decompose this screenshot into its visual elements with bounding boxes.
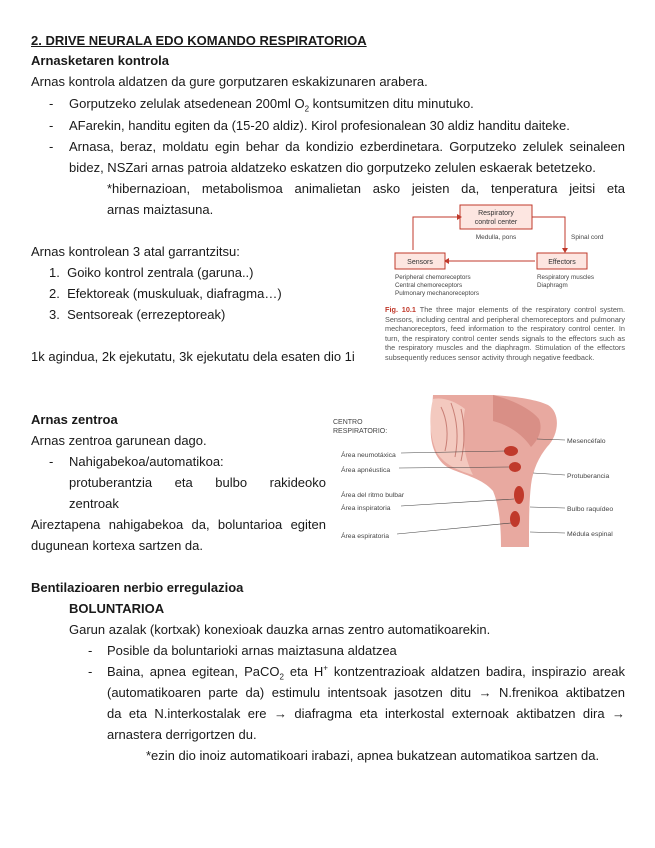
bullet-automatic-line3: zentroak [69, 496, 119, 511]
subheading-voluntary: BOLUNTARIOA [69, 601, 165, 616]
effector-item: Respiratory muscles [537, 274, 595, 281]
section-intro: Arnas kontrola aldatzen da gure gorputzaren eskakizunaren arabera. [31, 74, 428, 89]
sensor-item: Central chemoreceptors [395, 282, 463, 289]
voluntary-intro: Garun azalak (kortxak) konexioak dauzka arnas zentro automatikoarekin. [69, 622, 491, 637]
brainstem-illustration [333, 395, 625, 547]
hibernation-note-line1: *hibernazioan, metabolismoa animalietan asko jeisten da, tenperatura jeitsi eta [107, 181, 625, 196]
expiratory-area [510, 511, 520, 527]
bullet-exercise: AFarekin, handitu egiten da (15-20 aldiz). Kirol profesionalean 30 aldiz handitu daiteke. [69, 118, 570, 133]
label-midbrain: Mesencéfalo [567, 438, 606, 445]
arrow-to-effectors [532, 217, 565, 250]
bullet-dash: - [88, 664, 93, 679]
bullet-dash: - [88, 643, 93, 658]
section-heading-center: Arnas zentroa [31, 412, 118, 427]
control-diagram [385, 203, 625, 303]
bullet-oxygen: Gorputzeko zelulak atsedenean 200ml $O_2$ kontsumitzen ditu minutuko. [69, 96, 474, 114]
arrowhead-effectors [562, 248, 568, 253]
bullet-apnea-line1: Baina, apnea egitean, PaCO$_2$ eta H+ kontzentrazioak aldatzen badira, inspirazio areak [107, 663, 625, 682]
center-intro: Arnas zentroa garunean dago. [31, 433, 207, 448]
apneustic-area [509, 462, 521, 472]
leader-line [533, 473, 565, 475]
bullet-apnea-line2: (automatikoaren parte da) estimulu intentsoak jasotzen ditu → N.frenikoa aktibatzen [107, 685, 625, 700]
leader-line [397, 523, 511, 534]
bullet-apnea-line3: da eta N.interkostalak ere → diafragma eta interkostal externoak aktibatzen dira → [107, 706, 625, 721]
section-heading-control: Arnasketaren kontrola [31, 53, 169, 68]
label-apneustic: Área apnéustica [341, 467, 391, 474]
leader-line [530, 507, 565, 508]
sensor-item: Pulmonary mechanoreceptors [395, 290, 479, 297]
bullet-dash: - [49, 454, 54, 469]
summary-line: 1k agindua, 2k ejekutatu, 3k ejekutatu dela esaten dio 1i [31, 349, 355, 364]
spinal-cord-label: Spinal cord [571, 234, 604, 241]
bullet-dash: - [49, 118, 54, 133]
sensors-label: Sensors [407, 259, 433, 266]
level-item: 1. Goiko kontrol zentrala (garuna..) [49, 265, 254, 280]
level-item: 3. Sentsoreak (errezeptoreak) [49, 307, 226, 322]
label-pons: Protuberancia [567, 473, 610, 480]
page-title: 2. DRIVE NEURALA EDO KOMANDO RESPIRATORIOA [31, 33, 367, 48]
figure-caption: Fig. 10.1 The three major elements of the respiratory control system. Sensors, including central and peripheral chemoreceptors and pulmonary mechanoreceptors, feed information to the respiratory control center. In turn, the respiratory control center sends signals to the effectors such as the respiratory muscles and the diaphragm. Stimulation of the effectors subsequently reduces sensor activity through negative feedback. [385, 305, 626, 362]
bullet-adapt-line2: bidez, NSZari arnas patroia aldatzeko eskatzen dio gorputzeko zelulen eskaerak betetzeko. [69, 160, 596, 175]
control-center-sublabel: Medulla, pons [475, 234, 517, 241]
hibernation-note-line2: arnas maiztasuna. [107, 202, 214, 217]
control-center-label-2: control center [474, 219, 518, 226]
bullet-dash: - [49, 96, 54, 111]
sensor-item: Peripheral chemoreceptors [395, 274, 471, 281]
bullet-automatic-line2: protuberantzia eta bulbo rakideoko [69, 475, 326, 490]
figure2-title-2: RESPIRATORIO: [333, 428, 388, 435]
effectors-label: Effectors [548, 259, 576, 266]
levels-heading: Arnas kontrolean 3 atal garrantzitsu: [31, 244, 240, 259]
level-item: 2. Efektoreak (muskuluak, diafragma…) [49, 286, 282, 301]
leader-line [530, 532, 565, 533]
label-pneumotaxic: Área neumotáxica [341, 452, 396, 459]
figure-respiratory-center [333, 395, 625, 547]
ventilation-para-line2: dugunean kortexa sartzen da. [31, 538, 204, 553]
pneumotaxic-area [504, 446, 518, 456]
bullet-dash: - [49, 139, 54, 154]
control-center-label-1: Respiratory [478, 210, 514, 217]
inspiratory-area [514, 486, 524, 504]
bullet-apnea-line4: arnastera derrigortzen du. [107, 727, 257, 742]
figure2-title-1: CENTRO [333, 419, 363, 426]
bullet-voluntary-change: Posible da boluntarioki arnas maiztasuna aldatzea [107, 643, 397, 658]
label-expiratory: Área espiratoria [341, 533, 389, 540]
bullet-adapt-line1: Arnasa, beraz, moldatu egin behar da kondizio ezberdinetara. Gorputzeko zelulek seinaleen [69, 139, 625, 154]
label-bulbar-rhythm: Área del ritmo bulbar [341, 492, 405, 499]
ventilation-para-line1: Aireztapena nahigabekoa da, boluntarioa egiten [31, 517, 326, 532]
label-spinal-cord: Médula espinal [567, 531, 613, 538]
section-heading-regulation: Bentilazioaren nerbio erregulazioa [31, 580, 244, 595]
arrow-to-center [413, 217, 460, 250]
automatic-note: *ezin dio inoiz automatikoari irabazi, apnea bukatzean automatikoa sartzen da. [146, 748, 600, 763]
effector-item: Diaphragm [537, 282, 568, 289]
bullet-automatic: Nahigabekoa/automatikoa: [69, 454, 224, 469]
label-medulla: Bulbo raquídeo [567, 506, 614, 513]
figure-respiratory-control [385, 203, 625, 381]
label-inspiratory: Área inspiratoria [341, 505, 391, 512]
